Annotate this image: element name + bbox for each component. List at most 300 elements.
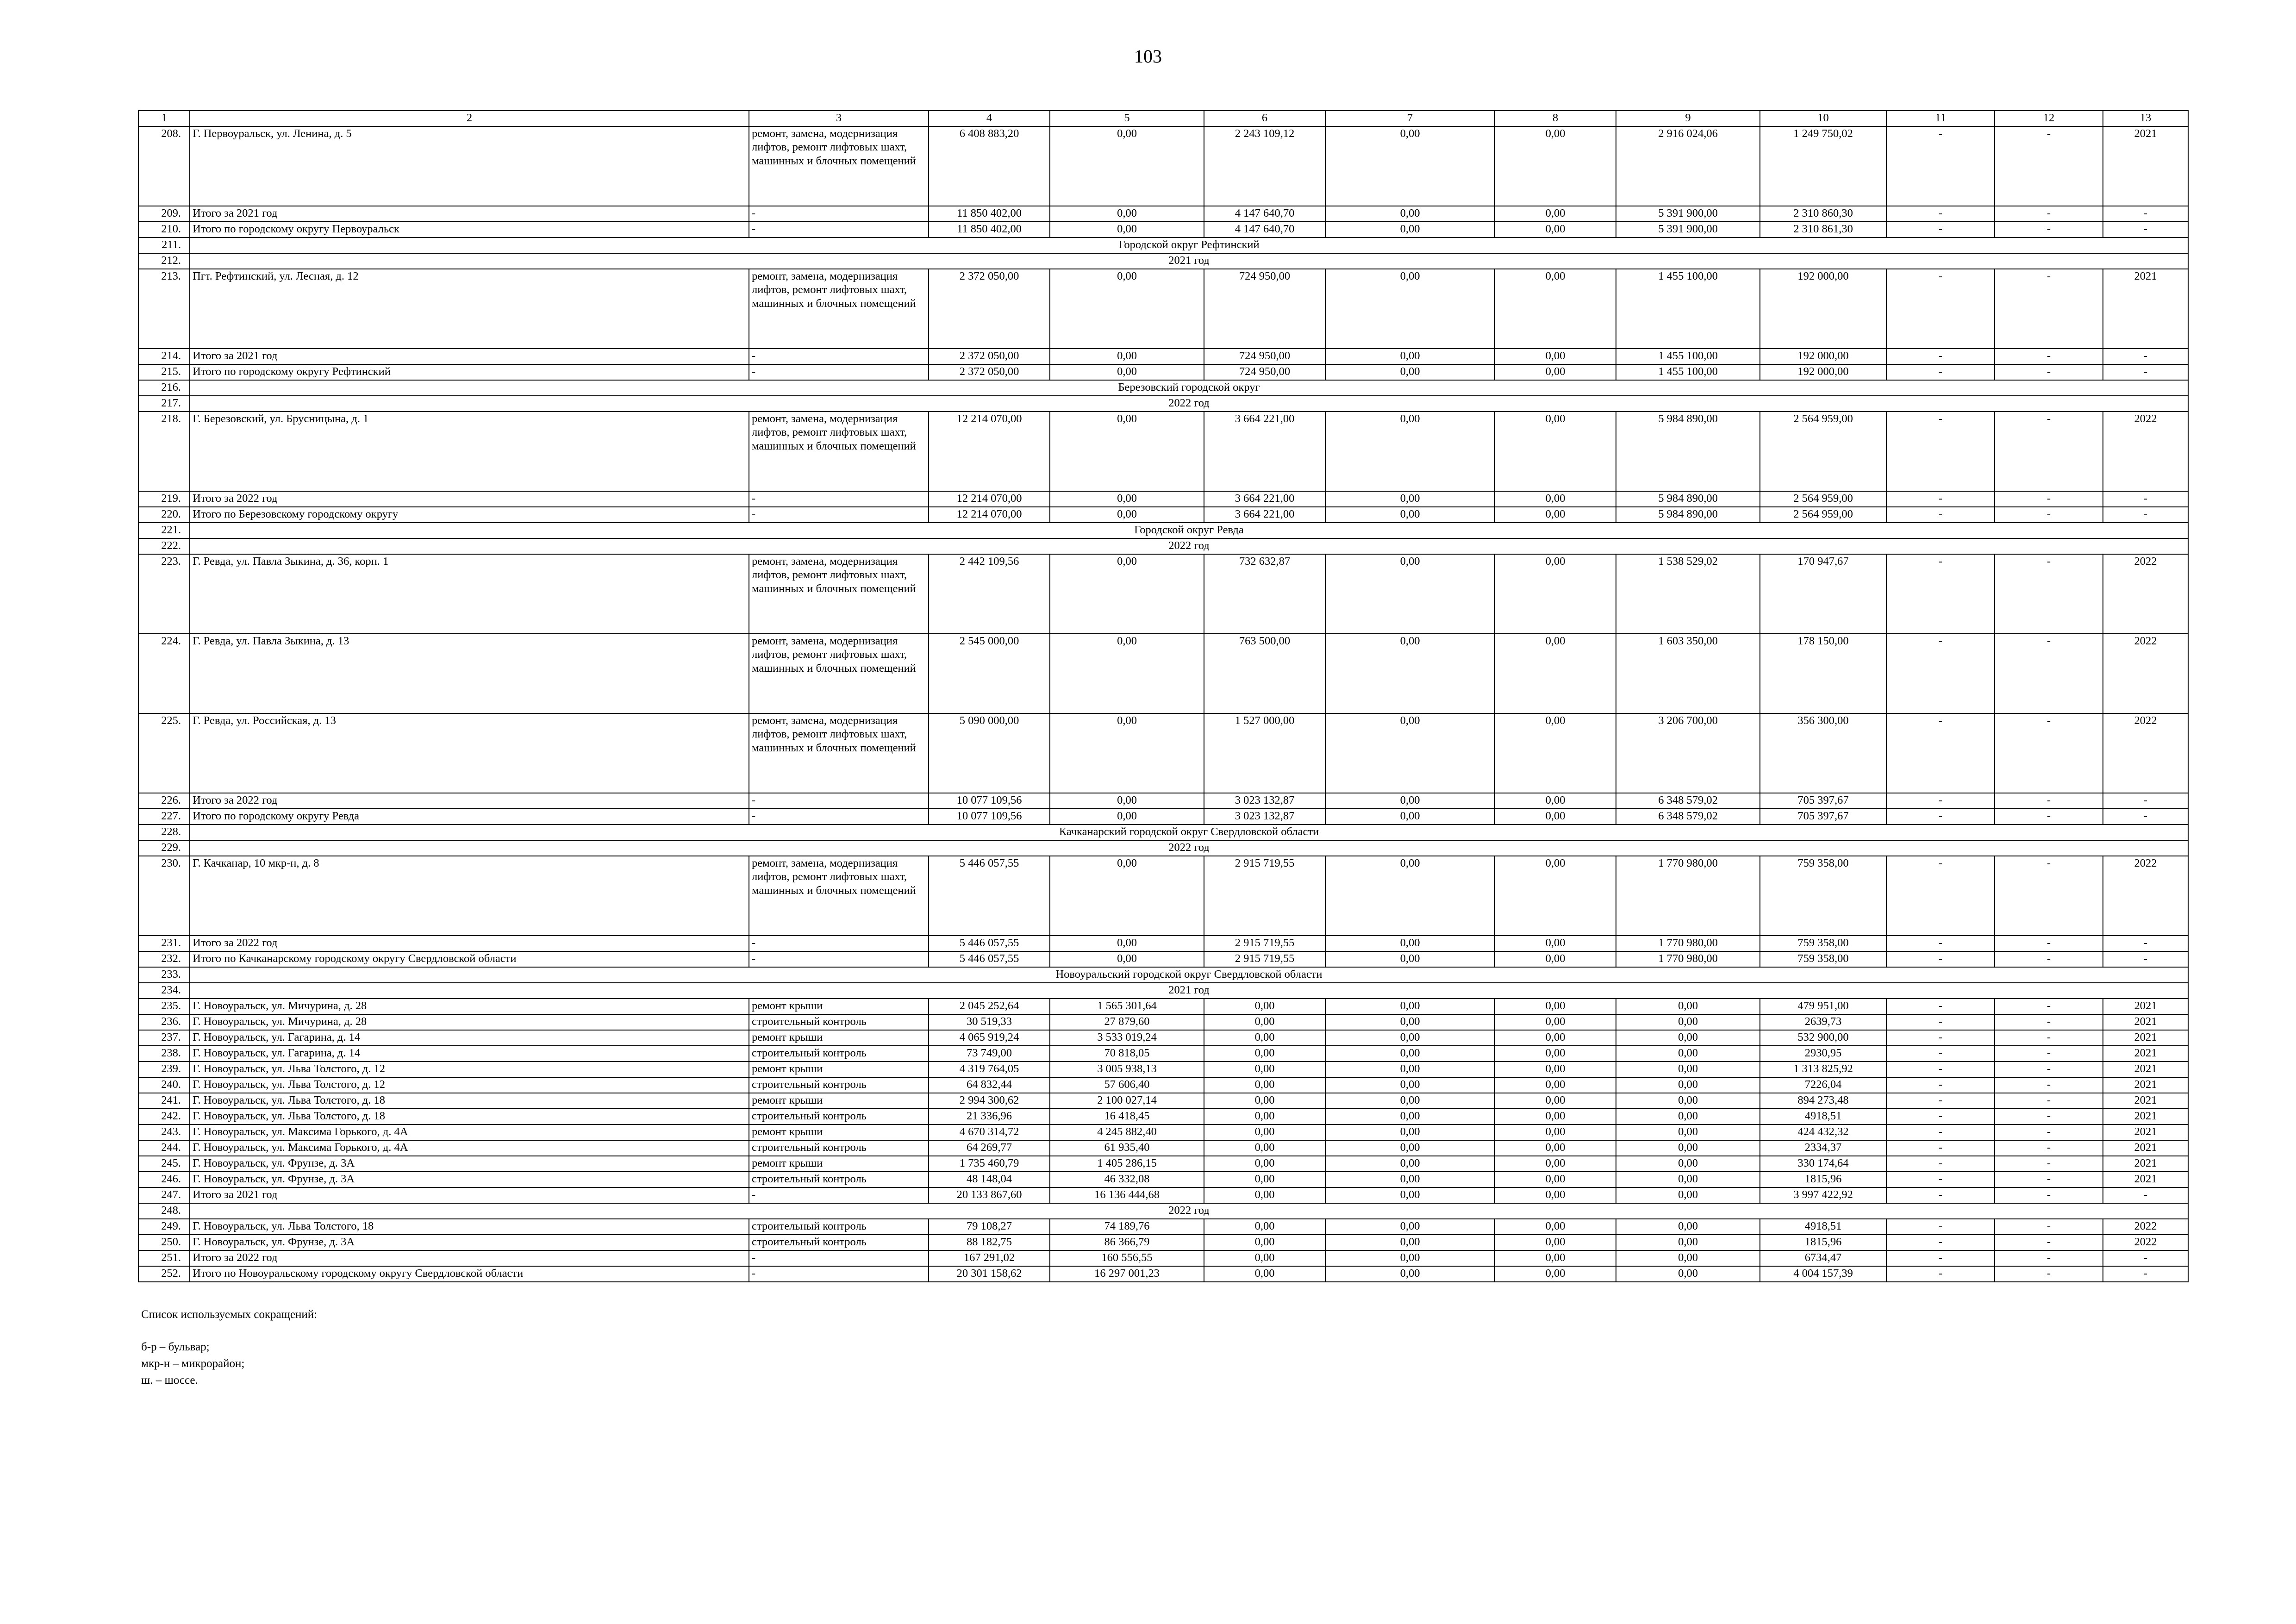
row-number: 230. xyxy=(138,856,190,936)
col12-cell: - xyxy=(1995,951,2103,967)
col10-cell: 6734,47 xyxy=(1760,1250,1886,1266)
work-type-cell: ремонт крыши xyxy=(749,1062,929,1077)
col6-cell: 3 664 221,00 xyxy=(1204,412,1325,491)
col7-cell: 0,00 xyxy=(1325,634,1495,713)
col7-cell: 0,00 xyxy=(1325,1250,1495,1266)
col5-cell: 0,00 xyxy=(1050,364,1204,380)
year-cell: - xyxy=(2103,364,2188,380)
col12-cell: - xyxy=(1995,1124,2103,1140)
year-cell: - xyxy=(2103,491,2188,507)
col7-cell: 0,00 xyxy=(1325,206,1495,222)
col10-cell: 1815,96 xyxy=(1760,1235,1886,1250)
address-cell: Итого за 2021 год xyxy=(190,349,749,364)
address-cell: Итого за 2022 год xyxy=(190,491,749,507)
col7-cell: 0,00 xyxy=(1325,793,1495,809)
total-cost-cell: 12 214 070,00 xyxy=(929,491,1050,507)
col5-cell: 70 818,05 xyxy=(1050,1046,1204,1062)
year-cell: - xyxy=(2103,936,2188,951)
col7-cell: 0,00 xyxy=(1325,951,1495,967)
col10-cell: 1 313 825,92 xyxy=(1760,1062,1886,1077)
year-cell: 2022 xyxy=(2103,1235,2188,1250)
section-heading: 2022 год xyxy=(190,1203,2188,1219)
col7-cell: 0,00 xyxy=(1325,809,1495,824)
table-row xyxy=(138,349,2188,364)
col8-cell: 0,00 xyxy=(1495,1235,1616,1250)
work-type-cell: строительный контроль xyxy=(749,1109,929,1124)
col7-cell: 0,00 xyxy=(1325,491,1495,507)
work-type-cell: строительный контроль xyxy=(749,1172,929,1187)
address-cell: Г. Ревда, ул. Павла Зыкина, д. 13 xyxy=(190,634,749,713)
col12-cell: - xyxy=(1995,1235,2103,1250)
table-row xyxy=(138,1250,2188,1266)
col6-cell: 2 915 719,55 xyxy=(1204,951,1325,967)
section-heading: Городской округ Рефтинский xyxy=(190,237,2188,253)
col7-cell: 0,00 xyxy=(1325,1014,1495,1030)
col8-cell: 0,00 xyxy=(1495,269,1616,349)
col7-cell: 0,00 xyxy=(1325,222,1495,237)
abbreviations-list xyxy=(141,1306,317,1389)
col12-cell: - xyxy=(1995,1109,2103,1124)
row-number: 228. xyxy=(138,824,190,840)
address-cell: Г. Новоуральск, ул. Льва Толстого, д. 12 xyxy=(190,1077,749,1093)
column-number-header: 6 xyxy=(1204,111,1325,126)
section-row xyxy=(138,380,2188,396)
col11-cell: - xyxy=(1886,1124,1995,1140)
total-cost-cell: 5 446 057,55 xyxy=(929,951,1050,967)
work-type-cell: - xyxy=(749,206,929,222)
row-number: 216. xyxy=(138,380,190,396)
row-number: 240. xyxy=(138,1077,190,1093)
section-row xyxy=(138,967,2188,983)
col9-cell: 0,00 xyxy=(1616,1266,1760,1282)
col5-cell: 160 556,55 xyxy=(1050,1250,1204,1266)
abbreviations-title: Список используемых сокращений: xyxy=(141,1308,318,1321)
column-number-header: 3 xyxy=(749,111,929,126)
address-cell: Г. Ревда, ул. Павла Зыкина, д. 36, корп. 1 xyxy=(190,554,749,634)
row-number: 210. xyxy=(138,222,190,237)
col5-cell: 0,00 xyxy=(1050,793,1204,809)
total-cost-cell: 4 670 314,72 xyxy=(929,1124,1050,1140)
year-cell: 2022 xyxy=(2103,713,2188,793)
year-cell: 2021 xyxy=(2103,269,2188,349)
year-cell: 2021 xyxy=(2103,1140,2188,1156)
col8-cell: 0,00 xyxy=(1495,856,1616,936)
col8-cell: 0,00 xyxy=(1495,1109,1616,1124)
col5-cell: 0,00 xyxy=(1050,222,1204,237)
col9-cell: 3 206 700,00 xyxy=(1616,713,1760,793)
table-row xyxy=(138,1219,2188,1235)
row-number: 222. xyxy=(138,538,190,554)
col6-cell: 0,00 xyxy=(1204,1140,1325,1156)
col7-cell: 0,00 xyxy=(1325,1140,1495,1156)
total-cost-cell: 21 336,96 xyxy=(929,1109,1050,1124)
col9-cell: 0,00 xyxy=(1616,1172,1760,1187)
col6-cell: 0,00 xyxy=(1204,1062,1325,1077)
col11-cell: - xyxy=(1886,713,1995,793)
year-cell: 2021 xyxy=(2103,1172,2188,1187)
col6-cell: 0,00 xyxy=(1204,1250,1325,1266)
table-row xyxy=(138,809,2188,824)
work-type-cell: - xyxy=(749,1266,929,1282)
col6-cell: 1 527 000,00 xyxy=(1204,713,1325,793)
table-row xyxy=(138,222,2188,237)
total-cost-cell: 2 372 050,00 xyxy=(929,269,1050,349)
col7-cell: 0,00 xyxy=(1325,364,1495,380)
table-row xyxy=(138,1266,2188,1282)
work-type-cell: ремонт крыши xyxy=(749,1124,929,1140)
col7-cell: 0,00 xyxy=(1325,269,1495,349)
col9-cell: 1 455 100,00 xyxy=(1616,349,1760,364)
total-cost-cell: 2 994 300,62 xyxy=(929,1093,1050,1109)
col8-cell: 0,00 xyxy=(1495,1093,1616,1109)
col12-cell: - xyxy=(1995,222,2103,237)
col5-cell: 0,00 xyxy=(1050,412,1204,491)
row-number: 224. xyxy=(138,634,190,713)
year-cell: 2021 xyxy=(2103,1124,2188,1140)
section-heading: 2022 год xyxy=(190,396,2188,412)
section-row xyxy=(138,1203,2188,1219)
total-cost-cell: 167 291,02 xyxy=(929,1250,1050,1266)
col12-cell: - xyxy=(1995,1187,2103,1203)
address-cell: Г. Новоуральск, ул. Льва Толстого, д. 18 xyxy=(190,1109,749,1124)
total-cost-cell: 64 832,44 xyxy=(929,1077,1050,1093)
address-cell: Пгт. Рефтинский, ул. Лесная, д. 12 xyxy=(190,269,749,349)
col11-cell: - xyxy=(1886,222,1995,237)
col7-cell: 0,00 xyxy=(1325,1109,1495,1124)
col10-cell: 2 310 861,30 xyxy=(1760,222,1886,237)
col12-cell: - xyxy=(1995,999,2103,1014)
work-type-cell: строительный контроль xyxy=(749,1046,929,1062)
col8-cell: 0,00 xyxy=(1495,1219,1616,1235)
table-row xyxy=(138,1093,2188,1109)
section-row xyxy=(138,253,2188,269)
row-number: 248. xyxy=(138,1203,190,1219)
col6-cell: 0,00 xyxy=(1204,1014,1325,1030)
work-type-cell: строительный контроль xyxy=(749,1014,929,1030)
year-cell: 2021 xyxy=(2103,1030,2188,1046)
col11-cell: - xyxy=(1886,126,1995,206)
col11-cell: - xyxy=(1886,364,1995,380)
year-cell: 2022 xyxy=(2103,856,2188,936)
work-type-cell: ремонт крыши xyxy=(749,1030,929,1046)
col12-cell: - xyxy=(1995,507,2103,523)
col6-cell: 0,00 xyxy=(1204,1030,1325,1046)
col5-cell: 4 245 882,40 xyxy=(1050,1124,1204,1140)
col8-cell: 0,00 xyxy=(1495,999,1616,1014)
abbreviation-item: б-р – бульвар; xyxy=(141,1341,210,1353)
col11-cell: - xyxy=(1886,412,1995,491)
row-number: 226. xyxy=(138,793,190,809)
col6-cell: 763 500,00 xyxy=(1204,634,1325,713)
total-cost-cell: 2 545 000,00 xyxy=(929,634,1050,713)
row-number: 237. xyxy=(138,1030,190,1046)
table-header-row xyxy=(138,111,2188,126)
column-number-header: 7 xyxy=(1325,111,1495,126)
total-cost-cell: 5 446 057,55 xyxy=(929,936,1050,951)
section-row xyxy=(138,396,2188,412)
col11-cell: - xyxy=(1886,206,1995,222)
col9-cell: 1 455 100,00 xyxy=(1616,364,1760,380)
col9-cell: 5 984 890,00 xyxy=(1616,412,1760,491)
col7-cell: 0,00 xyxy=(1325,1062,1495,1077)
col7-cell: 0,00 xyxy=(1325,1187,1495,1203)
col9-cell: 1 770 980,00 xyxy=(1616,951,1760,967)
col11-cell: - xyxy=(1886,1109,1995,1124)
col10-cell: 330 174,64 xyxy=(1760,1156,1886,1172)
table-row xyxy=(138,1062,2188,1077)
col10-cell: 532 900,00 xyxy=(1760,1030,1886,1046)
col5-cell: 0,00 xyxy=(1050,951,1204,967)
col11-cell: - xyxy=(1886,1156,1995,1172)
col5-cell: 16 136 444,68 xyxy=(1050,1187,1204,1203)
col6-cell: 724 950,00 xyxy=(1204,364,1325,380)
work-type-cell: строительный контроль xyxy=(749,1077,929,1093)
col12-cell: - xyxy=(1995,1172,2103,1187)
column-number-header: 13 xyxy=(2103,111,2188,126)
address-cell: Г. Новоуральск, ул. Льва Толстого, д. 18 xyxy=(190,1093,749,1109)
col12-cell: - xyxy=(1995,364,2103,380)
work-type-cell: - xyxy=(749,793,929,809)
col7-cell: 0,00 xyxy=(1325,1030,1495,1046)
col6-cell: 3 664 221,00 xyxy=(1204,507,1325,523)
section-heading: 2021 год xyxy=(190,253,2188,269)
col12-cell: - xyxy=(1995,1030,2103,1046)
total-cost-cell: 4 065 919,24 xyxy=(929,1030,1050,1046)
total-cost-cell: 5 090 000,00 xyxy=(929,713,1050,793)
address-cell: Итого по городскому округу Первоуральск xyxy=(190,222,749,237)
col11-cell: - xyxy=(1886,269,1995,349)
year-cell: - xyxy=(2103,809,2188,824)
year-cell: - xyxy=(2103,222,2188,237)
col11-cell: - xyxy=(1886,1030,1995,1046)
address-cell: Г. Первоуральск, ул. Ленина, д. 5 xyxy=(190,126,749,206)
col8-cell: 0,00 xyxy=(1495,1187,1616,1203)
col10-cell: 1815,96 xyxy=(1760,1172,1886,1187)
col6-cell: 0,00 xyxy=(1204,999,1325,1014)
col8-cell: 0,00 xyxy=(1495,1266,1616,1282)
year-cell: 2021 xyxy=(2103,126,2188,206)
col10-cell: 356 300,00 xyxy=(1760,713,1886,793)
total-cost-cell: 64 269,77 xyxy=(929,1140,1050,1156)
row-number: 247. xyxy=(138,1187,190,1203)
table-row xyxy=(138,856,2188,936)
col6-cell: 3 023 132,87 xyxy=(1204,793,1325,809)
col10-cell: 759 358,00 xyxy=(1760,951,1886,967)
total-cost-cell: 12 214 070,00 xyxy=(929,507,1050,523)
row-number: 219. xyxy=(138,491,190,507)
col9-cell: 5 391 900,00 xyxy=(1616,206,1760,222)
col12-cell: - xyxy=(1995,1266,2103,1282)
section-row xyxy=(138,237,2188,253)
work-type-cell: ремонт крыши xyxy=(749,999,929,1014)
section-heading: 2021 год xyxy=(190,983,2188,999)
col11-cell: - xyxy=(1886,936,1995,951)
total-cost-cell: 1 735 460,79 xyxy=(929,1156,1050,1172)
work-type-cell: - xyxy=(749,507,929,523)
table-row xyxy=(138,1172,2188,1187)
row-number: 220. xyxy=(138,507,190,523)
col9-cell: 1 770 980,00 xyxy=(1616,856,1760,936)
col5-cell: 0,00 xyxy=(1050,856,1204,936)
year-cell: 2021 xyxy=(2103,1156,2188,1172)
work-type-cell: строительный контроль xyxy=(749,1235,929,1250)
total-cost-cell: 79 108,27 xyxy=(929,1219,1050,1235)
address-cell: Итого по Качканарскому городскому округу Свердловской области xyxy=(190,951,749,967)
col10-cell: 759 358,00 xyxy=(1760,856,1886,936)
row-number: 232. xyxy=(138,951,190,967)
col8-cell: 0,00 xyxy=(1495,713,1616,793)
year-cell: - xyxy=(2103,793,2188,809)
col6-cell: 2 915 719,55 xyxy=(1204,936,1325,951)
year-cell: 2021 xyxy=(2103,999,2188,1014)
col6-cell: 3 023 132,87 xyxy=(1204,809,1325,824)
section-heading: 2022 год xyxy=(190,840,2188,856)
address-cell: Г. Березовский, ул. Брусницына, д. 1 xyxy=(190,412,749,491)
column-number-header: 1 xyxy=(138,111,190,126)
column-number-header: 9 xyxy=(1616,111,1760,126)
col7-cell: 0,00 xyxy=(1325,412,1495,491)
address-cell: Г. Новоуральск, ул. Гагарина, д. 14 xyxy=(190,1046,749,1062)
section-row xyxy=(138,983,2188,999)
address-cell: Итого по Березовскому городскому округу xyxy=(190,507,749,523)
col10-cell: 759 358,00 xyxy=(1760,936,1886,951)
table-row xyxy=(138,1109,2188,1124)
total-cost-cell: 48 148,04 xyxy=(929,1172,1050,1187)
col9-cell: 0,00 xyxy=(1616,1235,1760,1250)
col8-cell: 0,00 xyxy=(1495,1077,1616,1093)
column-number-header: 8 xyxy=(1495,111,1616,126)
year-cell: 2021 xyxy=(2103,1093,2188,1109)
work-type-cell: ремонт, замена, модернизация лифтов, ремонт лифтовых шахт, машинных и блочных помещений xyxy=(749,126,929,206)
table-row xyxy=(138,1124,2188,1140)
col6-cell: 0,00 xyxy=(1204,1156,1325,1172)
total-cost-cell: 88 182,75 xyxy=(929,1235,1050,1250)
col12-cell: - xyxy=(1995,856,2103,936)
col6-cell: 0,00 xyxy=(1204,1124,1325,1140)
col9-cell: 5 391 900,00 xyxy=(1616,222,1760,237)
col12-cell: - xyxy=(1995,1156,2103,1172)
row-number: 215. xyxy=(138,364,190,380)
address-cell: Г. Новоуральск, ул. Фрунзе, д. 3А xyxy=(190,1235,749,1250)
total-cost-cell: 11 850 402,00 xyxy=(929,206,1050,222)
column-number-header: 12 xyxy=(1995,111,2103,126)
address-cell: Итого за 2022 год xyxy=(190,1250,749,1266)
row-number: 227. xyxy=(138,809,190,824)
col7-cell: 0,00 xyxy=(1325,1046,1495,1062)
col5-cell: 3 533 019,24 xyxy=(1050,1030,1204,1046)
year-cell: - xyxy=(2103,1187,2188,1203)
row-number: 231. xyxy=(138,936,190,951)
col5-cell: 0,00 xyxy=(1050,206,1204,222)
work-type-cell: ремонт, замена, модернизация лифтов, ремонт лифтовых шахт, машинных и блочных помещений xyxy=(749,856,929,936)
address-cell: Итого за 2021 год xyxy=(190,1187,749,1203)
col10-cell: 2 564 959,00 xyxy=(1760,507,1886,523)
col8-cell: 0,00 xyxy=(1495,1140,1616,1156)
col12-cell: - xyxy=(1995,349,2103,364)
table-row xyxy=(138,1014,2188,1030)
table-row xyxy=(138,554,2188,634)
table-row xyxy=(138,1046,2188,1062)
col9-cell: 0,00 xyxy=(1616,1140,1760,1156)
col6-cell: 3 664 221,00 xyxy=(1204,491,1325,507)
work-type-cell: - xyxy=(749,951,929,967)
col12-cell: - xyxy=(1995,554,2103,634)
col6-cell: 2 915 719,55 xyxy=(1204,856,1325,936)
table-row xyxy=(138,1140,2188,1156)
page-number: 103 xyxy=(1134,46,1162,67)
address-cell: Итого по городскому округу Рефтинский xyxy=(190,364,749,380)
col12-cell: - xyxy=(1995,1077,2103,1093)
col9-cell: 5 984 890,00 xyxy=(1616,507,1760,523)
table-row xyxy=(138,1156,2188,1172)
year-cell: 2022 xyxy=(2103,1219,2188,1235)
col8-cell: 0,00 xyxy=(1495,1062,1616,1077)
work-type-cell: ремонт, замена, модернизация лифтов, ремонт лифтовых шахт, машинных и блочных помещений xyxy=(749,269,929,349)
section-row xyxy=(138,523,2188,538)
col10-cell: 2334,37 xyxy=(1760,1140,1886,1156)
col8-cell: 0,00 xyxy=(1495,936,1616,951)
table-row xyxy=(138,491,2188,507)
work-type-cell: строительный контроль xyxy=(749,1219,929,1235)
section-heading: 2022 год xyxy=(190,538,2188,554)
col10-cell: 2 564 959,00 xyxy=(1760,412,1886,491)
row-number: 239. xyxy=(138,1062,190,1077)
col6-cell: 0,00 xyxy=(1204,1266,1325,1282)
col10-cell: 178 150,00 xyxy=(1760,634,1886,713)
col11-cell: - xyxy=(1886,1093,1995,1109)
col11-cell: - xyxy=(1886,507,1995,523)
total-cost-cell: 2 045 252,64 xyxy=(929,999,1050,1014)
address-cell: Г. Новоуральск, ул. Льва Толстого, 18 xyxy=(190,1219,749,1235)
col9-cell: 0,00 xyxy=(1616,1250,1760,1266)
year-cell: - xyxy=(2103,1250,2188,1266)
address-cell: Г. Новоуральск, ул. Фрунзе, д. 3А xyxy=(190,1156,749,1172)
col6-cell: 724 950,00 xyxy=(1204,269,1325,349)
col7-cell: 0,00 xyxy=(1325,999,1495,1014)
section-row xyxy=(138,824,2188,840)
address-cell: Г. Новоуральск, ул. Льва Толстого, д. 12 xyxy=(190,1062,749,1077)
col7-cell: 0,00 xyxy=(1325,1266,1495,1282)
col6-cell: 4 147 640,70 xyxy=(1204,222,1325,237)
total-cost-cell: 2 442 109,56 xyxy=(929,554,1050,634)
col8-cell: 0,00 xyxy=(1495,349,1616,364)
work-type-cell: ремонт, замена, модернизация лифтов, ремонт лифтовых шахт, машинных и блочных помещений xyxy=(749,634,929,713)
col12-cell: - xyxy=(1995,713,2103,793)
column-number-header: 10 xyxy=(1760,111,1886,126)
col9-cell: 2 916 024,06 xyxy=(1616,126,1760,206)
work-type-cell: ремонт, замена, модернизация лифтов, ремонт лифтовых шахт, машинных и блочных помещений xyxy=(749,713,929,793)
address-cell: Г. Новоуральск, ул. Мичурина, д. 28 xyxy=(190,1014,749,1030)
col10-cell: 2930,95 xyxy=(1760,1046,1886,1062)
col10-cell: 705 397,67 xyxy=(1760,793,1886,809)
row-number: 209. xyxy=(138,206,190,222)
col5-cell: 0,00 xyxy=(1050,349,1204,364)
col5-cell: 0,00 xyxy=(1050,269,1204,349)
col6-cell: 0,00 xyxy=(1204,1109,1325,1124)
col8-cell: 0,00 xyxy=(1495,554,1616,634)
col5-cell: 86 366,79 xyxy=(1050,1235,1204,1250)
col11-cell: - xyxy=(1886,1266,1995,1282)
address-cell: Итого по городскому округу Ревда xyxy=(190,809,749,824)
col11-cell: - xyxy=(1886,491,1995,507)
col9-cell: 6 348 579,02 xyxy=(1616,793,1760,809)
section-heading: Городской округ Ревда xyxy=(190,523,2188,538)
col11-cell: - xyxy=(1886,1172,1995,1187)
col11-cell: - xyxy=(1886,1187,1995,1203)
section-row xyxy=(138,538,2188,554)
col5-cell: 57 606,40 xyxy=(1050,1077,1204,1093)
address-cell: Г. Новоуральск, ул. Гагарина, д. 14 xyxy=(190,1030,749,1046)
